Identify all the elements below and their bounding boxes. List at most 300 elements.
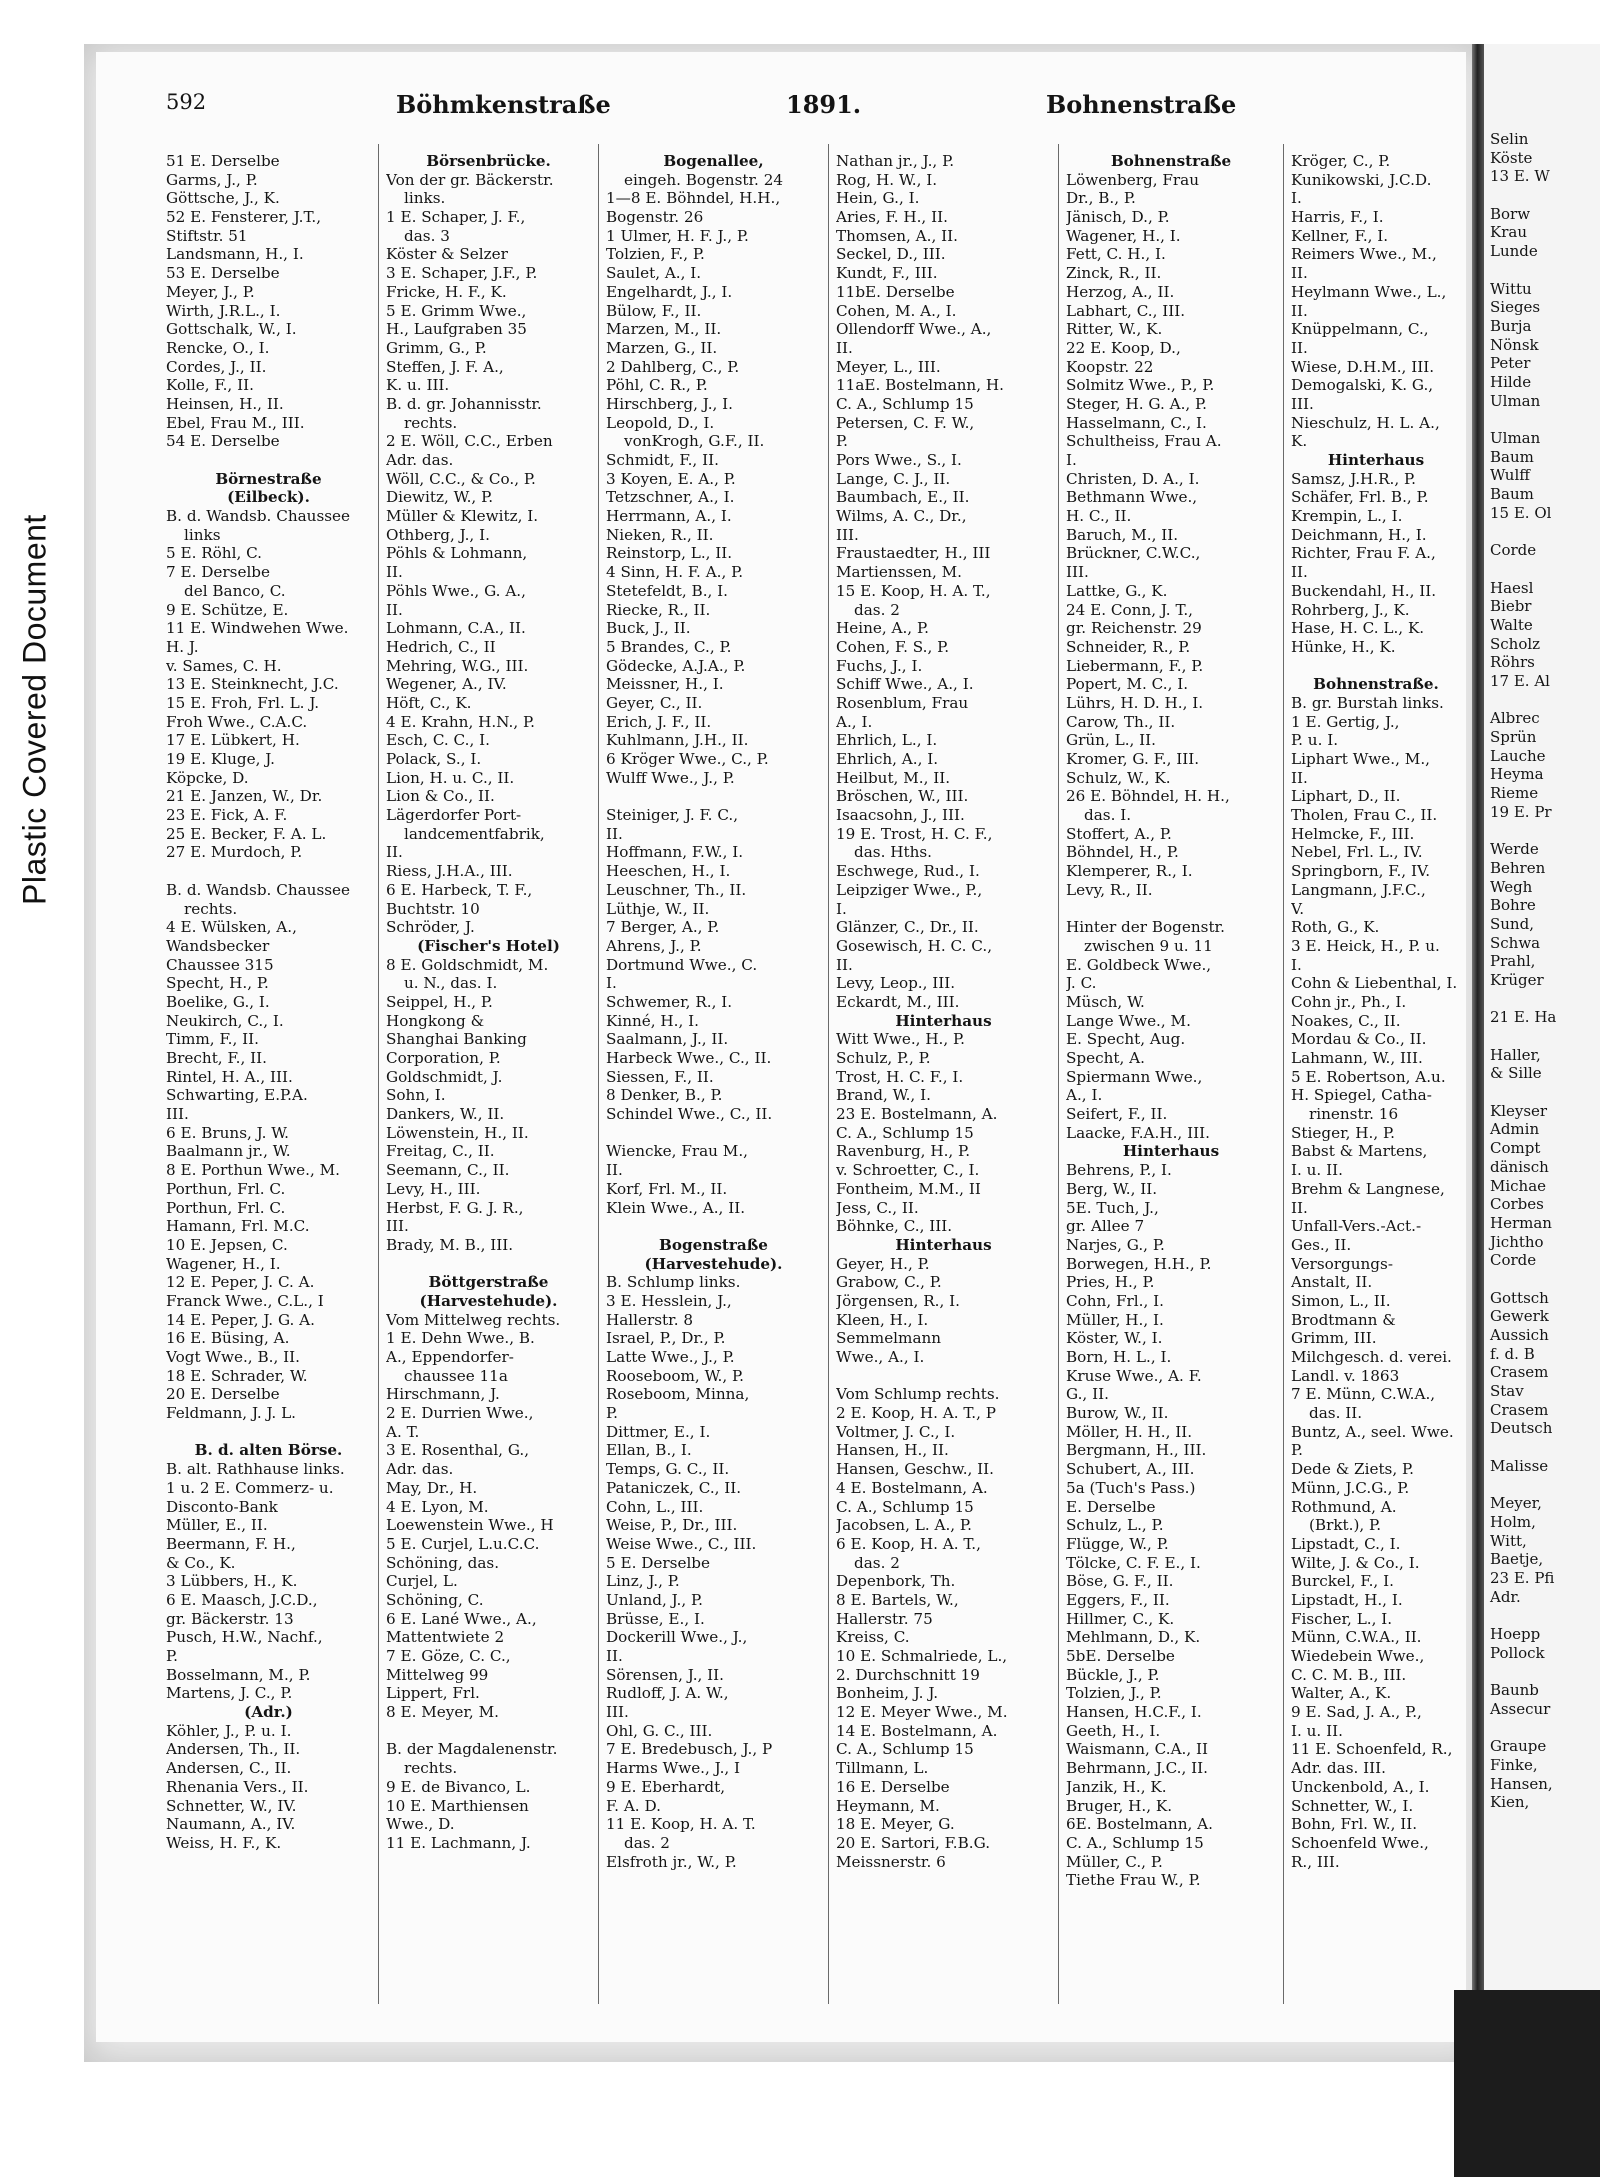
directory-entry: 25 E. Becker, F. A. L. [166, 824, 327, 843]
directory-entry: 20 E. Derselbe [166, 1385, 280, 1404]
directory-entry: rechts. [184, 899, 238, 918]
directory-entry: gr. Allee 7 [1066, 1217, 1145, 1236]
directory-entry: Hansen, Geschw., II. [836, 1460, 995, 1479]
directory-entry: Tolzien, J., P. [1066, 1684, 1162, 1703]
directory-entry: (Harvestehude). [644, 1254, 783, 1273]
directory-entry: Rothmund, A. [1291, 1497, 1397, 1516]
directory-entry: Fricke, H. F., K. [386, 282, 507, 301]
directory-entry: Burckel, F., I. [1291, 1572, 1394, 1591]
directory-entry: Ehrlich, L., I. [836, 731, 938, 750]
directory-entry: 11 E. Windwehen Wwe. [166, 619, 349, 638]
directory-entry: Boelike, G., I. [166, 992, 270, 1011]
next-page-fragment: Jichtho [1490, 1232, 1544, 1251]
next-page-fragment [1490, 1438, 1600, 1457]
directory-entry: II. [1291, 1198, 1308, 1217]
directory-entry: Ritter, W., K. [1066, 320, 1163, 339]
directory-entry: 1 E. Dehn Wwe., B. [386, 1329, 535, 1348]
directory-entry: das. 2 [854, 1553, 900, 1572]
directory-entry: Harms Wwe., J., I [606, 1759, 741, 1778]
directory-entry: 3 E. Rosenthal, G., [386, 1441, 530, 1460]
directory-entry: Lipstadt, C., I. [1291, 1534, 1401, 1553]
directory-entry: 21 E. Janzen, W., Dr. [166, 787, 323, 806]
directory-entry: Tiethe Frau W., P. [1066, 1871, 1201, 1890]
next-page-fragment: 17 E. Al [1490, 671, 1550, 690]
directory-entry: Kleen, H., I. [836, 1310, 929, 1329]
directory-entry: Ellan, B., I. [606, 1441, 692, 1460]
directory-entry: Gosewisch, H. C. C., [836, 936, 993, 955]
next-page-fragment: Meyer, [1490, 1494, 1542, 1513]
blank-line [166, 451, 371, 470]
directory-entry: II. [606, 1647, 623, 1665]
directory-entry: B. d. alten Börse. [194, 1441, 343, 1460]
directory-entry: Saulet, A., I. [606, 264, 702, 283]
directory-entry: Von der gr. Bäckerstr. [386, 170, 554, 189]
directory-entry: Brodtmann & [1291, 1310, 1396, 1329]
directory-entry: 9 E. Eberhardt, [606, 1777, 726, 1796]
next-page-fragment: Malisse [1490, 1456, 1549, 1475]
directory-entry: Petersen, C. F. W., [836, 413, 975, 432]
directory-entry: Höft, C., K. [386, 693, 472, 712]
directory-entry: Börnestraße [215, 469, 322, 488]
next-page-fragment: Sprün [1490, 728, 1537, 746]
directory-entry: del Banco, C. [184, 581, 286, 600]
directory-entry: Hein, G., I. [836, 189, 920, 208]
directory-entry: Hansen, H.C.F., I. [1066, 1703, 1202, 1722]
directory-entry: 11aE. Bostelmann, H. [836, 376, 1004, 395]
directory-entry: H. J. [166, 637, 199, 656]
directory-entry: Schulz, P., P. [836, 1049, 931, 1067]
directory-entry: Kunikowski, J.C.D. [1291, 170, 1432, 189]
directory-entry: 1 E. Schaper, J. F., [386, 208, 526, 227]
directory-entry: Wwe., A., I. [836, 1348, 925, 1366]
next-page-fragment [1490, 691, 1600, 710]
directory-entry: Marzen, G., II. [606, 338, 718, 357]
directory-entry: 3 E. Schaper, J.F., P. [386, 264, 538, 283]
directory-entry: 4 E. Krahn, H.N., P. [386, 712, 535, 731]
blank-line [606, 1124, 821, 1143]
directory-entry: 5 E. Robertson, A.u. [1291, 1067, 1446, 1086]
directory-entry: Heinsen, H., II. [166, 394, 284, 413]
next-page-fragment: Schwa [1490, 933, 1541, 952]
next-page-fragment: Haesl [1490, 578, 1534, 597]
directory-entry: II. [606, 1161, 623, 1180]
directory-entry: Wagener, H., I. [1066, 226, 1181, 245]
directory-entry: Cohn, L., III. [606, 1497, 704, 1516]
directory-entry: 27 E. Murdoch, P. [166, 843, 303, 862]
directory-entry: K. u. III. [386, 376, 450, 395]
directory-entry: Fischer, L., I. [1291, 1609, 1393, 1628]
directory-entry: 12 E. Peper, J. C. A. [166, 1273, 315, 1292]
directory-entry: Bückle, J., P. [1066, 1665, 1160, 1684]
blank-line [836, 1367, 1051, 1386]
book-gutter [1472, 44, 1484, 2062]
directory-entry: Zinck, R., II. [1066, 264, 1162, 283]
directory-entry: Wirth, J.R.L., I. [166, 301, 281, 320]
directory-entry: Tholen, Frau C., II. [1291, 806, 1438, 825]
directory-entry: Seckel, D., III. [836, 245, 946, 264]
directory-entry: Steffen, J. F. A., [386, 357, 504, 376]
directory-entry: Kinné, H., I. [606, 1011, 699, 1030]
directory-entry: Lippert, Frl. [386, 1684, 480, 1703]
directory-entry: 16 E. Büsing, A. [166, 1329, 290, 1348]
directory-entry: Heeschen, H., I. [606, 862, 731, 881]
directory-entry: II. [1291, 768, 1308, 787]
directory-entry: Müller, C., P. [1066, 1852, 1163, 1871]
directory-entry: Born, H. L., I. [1066, 1348, 1172, 1366]
directory-entry: Hinterhaus [895, 1011, 992, 1030]
next-page-fragment: & Sille [1490, 1064, 1542, 1083]
directory-entry: 52 E. Fensterer, J.T., [166, 208, 322, 227]
directory-entry: Lange, C. J., II. [836, 469, 951, 488]
directory-entry: 8 E. Meyer, M. [386, 1703, 499, 1722]
directory-entry: Andersen, Th., II. [166, 1740, 301, 1759]
directory-entry: Hasselmann, C., I. [1066, 413, 1207, 432]
directory-entry: 7 E. Derselbe [166, 563, 271, 582]
blank-line [386, 1722, 591, 1741]
directory-entry: Schwemer, R., I. [606, 992, 733, 1011]
directory-entry: Esch, C. C., I. [386, 731, 490, 750]
directory-entry: links. [404, 189, 446, 208]
directory-entry: Aries, F. H., II. [836, 208, 948, 227]
directory-entry: Baumbach, E., II. [836, 488, 970, 507]
directory-entry: 10 E. Marthiensen [386, 1796, 529, 1815]
directory-entry: Eschwege, Rud., I. [836, 862, 980, 881]
directory-entry: 6 E. Bruns, J. W. [166, 1123, 290, 1142]
directory-entry: Cohen, F. S., P. [836, 637, 950, 656]
directory-entry: Böhndel, H., P. [1066, 843, 1179, 862]
directory-entry: Schulz, W., K. [1066, 768, 1171, 787]
directory-entry: 11 E. Koop, H. A. T. [606, 1815, 756, 1834]
directory-entry: Müller & Klewitz, I. [386, 507, 539, 526]
directory-entry: Timm, F., II. [166, 1030, 259, 1049]
directory-entry: 4 Sinn, H. F. A., P. [606, 563, 744, 582]
directory-entry: R., III. [1291, 1852, 1340, 1871]
directory-entry: 10 E. Jepsen, C. [166, 1235, 288, 1254]
directory-entry: 2. Durchschnitt 19 [836, 1665, 980, 1684]
next-page-fragment: Michae [1490, 1176, 1547, 1195]
directory-entry: 5 E. Derselbe [606, 1553, 711, 1572]
next-page-fragment: Kien, [1490, 1793, 1530, 1812]
blank-line [166, 1423, 371, 1442]
directory-entry: Neukirch, C., I. [166, 1011, 284, 1030]
directory-entry: Ges., II. [1291, 1235, 1352, 1254]
directory-entry: H., Laufgraben 35 [386, 320, 527, 339]
next-page-fragment: Corde [1490, 541, 1537, 560]
directory-entry: Feldmann, J. J. L. [166, 1404, 296, 1423]
directory-entry: Löwenberg, Frau [1066, 170, 1199, 189]
directory-entry: Sörensen, J., II. [606, 1665, 725, 1684]
directory-entry: Popert, M. C., I. [1066, 675, 1189, 694]
directory-entry: Hinterhaus [1327, 451, 1425, 469]
directory-entry: H. C., II. [1066, 507, 1132, 526]
directory-entry: Böse, G. F., II. [1066, 1572, 1174, 1591]
directory-entry: G., II. [1066, 1385, 1109, 1404]
directory-entry: Vom Mittelweg rechts. [386, 1310, 561, 1329]
directory-entry: Helmcke, F., III. [1291, 824, 1415, 843]
directory-entry: Wiedebein Wwe., [1291, 1647, 1425, 1665]
directory-entry: Liphart Wwe., M., [1291, 750, 1430, 768]
directory-entry: Köhler, J., P. u. I. [166, 1721, 292, 1740]
directory-entry: Roseboom, Minna, [606, 1385, 750, 1404]
directory-entry: Hamann, Frl. M.C. [166, 1217, 310, 1236]
directory-entry: Adr. das. III. [1291, 1759, 1386, 1778]
directory-entry: 7 E. Bredebusch, J., P [606, 1740, 773, 1759]
directory-entry: Rintel, H. A., III. [166, 1067, 293, 1086]
directory-entry: Kellner, F., I. [1291, 226, 1389, 245]
directory-entry: 23 E. Bostelmann, A. [836, 1105, 998, 1124]
directory-entry: das. Hths. [854, 843, 932, 862]
directory-entry: E. Goldbeck Wwe., [1066, 955, 1212, 974]
directory-entry: 4 E. Wülsken, A., [166, 918, 297, 937]
directory-entry: Dankers, W., II. [386, 1105, 505, 1124]
directory-entry: 1 E. Gertig, J., [1291, 712, 1400, 731]
directory-entry: Schultheiss, Frau A. [1066, 432, 1222, 451]
directory-entry: Rog, H. W., I. [836, 170, 938, 189]
directory-entry: Müller, H., I. [1066, 1310, 1164, 1329]
directory-entry: I. [1291, 189, 1302, 208]
directory-entry: Erich, J. F., II. [606, 712, 712, 731]
directory-entry: Dockerill Wwe., J., [606, 1628, 748, 1647]
next-page-fragment [1490, 1476, 1600, 1495]
directory-entry: Wwe., D. [386, 1815, 455, 1834]
directory-entry: Heilbut, M., II. [836, 768, 951, 787]
directory-entry: Landl. v. 1863 [1291, 1366, 1400, 1385]
directory-entry: Lion, H. u. C., II. [386, 768, 515, 787]
directory-entry: B. Schlump links. [606, 1273, 741, 1292]
directory-entry: (Eilbeck). [227, 488, 310, 507]
header-street-right: Bohnenstraße [1046, 90, 1237, 119]
directory-entry: Hillmer, C., K. [1066, 1609, 1175, 1628]
directory-entry: Wilms, A. C., Dr., [836, 507, 967, 526]
directory-entry: Behrmann, J.C., II. [1066, 1759, 1208, 1778]
directory-entry: 6E. Bostelmann, A. [1066, 1815, 1213, 1834]
directory-entry: B. d. Wandsb. Chaussee [166, 507, 351, 526]
directory-entry: Bergmann, H., III. [1066, 1441, 1207, 1460]
directory-entry: Glänzer, C., Dr., II. [836, 918, 979, 937]
directory-entry: Baruch, M., II. [1066, 525, 1179, 544]
directory-entry: Schröder, J. [386, 918, 475, 937]
directory-entry: Bonheim, J. J. [836, 1684, 939, 1703]
directory-entry: Vom Schlump rechts. [836, 1385, 1000, 1404]
scanned-page [84, 44, 1557, 2062]
directory-entry: Riess, J.H.A., III. [386, 862, 513, 881]
directory-entry: 11 E. Lachmann, J. [386, 1833, 531, 1852]
directory-entry: Borwegen, H.H., P. [1066, 1254, 1212, 1273]
directory-entry: Israel, P., Dr., P. [606, 1329, 726, 1348]
directory-entry: Laacke, F.A.H., III. [1066, 1123, 1210, 1142]
directory-entry: Porthun, Frl. C. [166, 1179, 286, 1198]
directory-entry: Noakes, C., II. [1291, 1011, 1401, 1030]
column-2 [386, 152, 591, 2012]
directory-entry: Meissnerstr. 6 [836, 1852, 946, 1871]
next-page-fragment: Krüger [1490, 970, 1544, 989]
directory-entry: Seifert, F., II. [1066, 1105, 1168, 1124]
directory-entry: u. N., das. I. [404, 974, 498, 993]
directory-entry: Dede & Ziets, P. [1291, 1460, 1414, 1479]
directory-entry: zwischen 9 u. 11 [1084, 936, 1213, 955]
directory-entry: Mordau & Co., II. [1291, 1030, 1427, 1049]
directory-entry: 7 E. Göze, C. C., [386, 1647, 511, 1665]
directory-entry: Fuchs, J., I. [836, 656, 923, 675]
blank-line [1066, 900, 1276, 919]
next-page-fragment: Witt, [1490, 1531, 1527, 1550]
directory-entry: 8 E. Bartels, W., [836, 1590, 959, 1609]
directory-entry: Jacobsen, L. A., P. [836, 1516, 972, 1535]
directory-entry: Seippel, H., P. [386, 992, 493, 1011]
directory-entry: Kolle, F., II. [166, 376, 254, 395]
directory-entry: 8 Denker, B., P. [606, 1086, 723, 1105]
directory-entry: Levy, R., II. [1066, 880, 1153, 899]
directory-entry: Kromer, G. F., III. [1066, 750, 1200, 768]
directory-entry: Labhart, C., III. [1066, 301, 1186, 320]
directory-entry: Spiermann Wwe., [1066, 1067, 1203, 1086]
directory-entry: B. der Magdalenenstr. [386, 1740, 558, 1759]
directory-entry: Adr. das. [386, 1460, 454, 1479]
directory-entry: Böhnke, C., III. [836, 1217, 953, 1236]
directory-entry: Springborn, F., IV. [1291, 862, 1431, 881]
directory-entry: Cohn, Frl., I. [1066, 1291, 1164, 1310]
directory-entry: 3 E. Hesslein, J., [606, 1291, 732, 1310]
directory-entry: Herrmann, A., I. [606, 507, 732, 526]
directory-entry: Herbst, F. G. J. R., [386, 1198, 524, 1217]
directory-entry: 15 E. Froh, Frl. L. J. [166, 693, 320, 712]
next-page-fragment [1490, 1662, 1600, 1681]
directory-entry: Buntz, A., seel. Wwe. [1291, 1422, 1454, 1441]
directory-entry: 6 E. Lané Wwe., A., [386, 1609, 537, 1628]
directory-entry: Böttgerstraße [428, 1273, 549, 1292]
directory-entry: III. [1291, 394, 1314, 413]
directory-entry: B. d. gr. Johannisstr. [386, 394, 542, 413]
directory-entry: Hirschberg, J., I. [606, 394, 734, 413]
directory-entry: Franck Wwe., C.L., I [166, 1291, 324, 1310]
directory-entry: Schindel Wwe., C., II. [606, 1105, 773, 1124]
directory-entry: Schoenfeld Wwe., [1291, 1833, 1429, 1852]
directory-entry: Hinterhaus [1122, 1142, 1220, 1161]
column-3 [606, 152, 821, 2012]
next-page-fragment: Stav [1490, 1382, 1524, 1401]
directory-entry: (Brkt.), P. [1309, 1516, 1382, 1535]
column-separator [828, 144, 829, 2004]
directory-entry: 2 E. Durrien Wwe., [386, 1404, 534, 1423]
directory-entry: 18 E. Schrader, W. [166, 1366, 308, 1385]
directory-entry: Marzen, M., II. [606, 320, 722, 339]
directory-entry: Mehlmann, D., K. [1066, 1628, 1201, 1647]
directory-entry: C. A., Schlump 15 [836, 394, 974, 413]
next-page-column [1490, 130, 1600, 1812]
directory-entry: Langmann, J.F.C., [1291, 880, 1426, 899]
next-page-fragment [1490, 1606, 1600, 1625]
directory-entry: Polack, S., I. [386, 750, 482, 768]
directory-entry: Rohrberg, J., K. [1291, 600, 1410, 619]
directory-entry: A., Eppendorfer- [386, 1348, 514, 1366]
next-page-fragment [1490, 522, 1600, 541]
directory-entry: 9 E. Schütze, E. [166, 600, 289, 619]
blank-line [166, 862, 371, 881]
directory-entry: Babst & Martens, [1291, 1142, 1428, 1161]
side-label: Plastic Covered Document [16, 514, 53, 906]
next-page-fragment: Selin [1490, 130, 1529, 148]
next-page-fragment: 19 E. Pr [1490, 802, 1552, 821]
directory-entry: Brückner, C.W.C., [1066, 544, 1201, 563]
directory-entry: Hinterhaus [895, 1235, 992, 1254]
directory-entry: 9 E. Sad, J. A., P., [1291, 1703, 1422, 1722]
directory-entry: Brand, W., I. [836, 1086, 931, 1105]
directory-entry: J. C. [1066, 974, 1097, 993]
directory-entry: Unfall-Vers.-Act.- [1291, 1217, 1422, 1236]
directory-entry: Isaacsohn, J., III. [836, 806, 965, 825]
directory-entry: 1—8 E. Böhndel, H.H., [606, 189, 781, 208]
next-page-fragment: Kleyser [1490, 1101, 1548, 1120]
next-page-fragment: Lunde [1490, 242, 1538, 261]
directory-entry: Wandsbecker [166, 936, 270, 955]
next-page-fragment: Admin [1490, 1120, 1540, 1139]
next-page-fragment: Finke, [1490, 1755, 1538, 1774]
directory-entry: Brüsse, E., I. [606, 1609, 705, 1628]
directory-entry: Tolzien, F., P. [606, 245, 705, 264]
directory-entry: Buckendahl, H., II. [1291, 581, 1437, 600]
directory-entry: A. T. [386, 1422, 420, 1441]
directory-entry: Chaussee 315 [166, 955, 274, 974]
next-page-fragment: Burja [1490, 316, 1532, 335]
directory-entry: Pries, H., P. [1066, 1273, 1155, 1292]
directory-entry: 8 E. Goldschmidt, M. [386, 955, 549, 974]
directory-entry: 19 E. Kluge, J. [166, 750, 275, 768]
directory-entry: v. Schroetter, C., I. [836, 1161, 980, 1180]
directory-entry: Rhenania Vers., II. [166, 1777, 309, 1796]
next-page-fragment: Pollock [1490, 1643, 1545, 1662]
directory-entry: Harbeck Wwe., C., II. [606, 1049, 772, 1067]
directory-entry: Flügge, W., P. [1066, 1534, 1169, 1553]
directory-entry: Narjes, G., P. [1066, 1235, 1165, 1254]
directory-entry: II. [836, 338, 853, 357]
directory-entry: Pöhl, C. R., P. [606, 376, 708, 395]
directory-entry: Cordes, J., II. [166, 357, 267, 376]
next-page-fragment [1490, 1718, 1600, 1737]
next-page-fragment: Heyma [1490, 765, 1544, 784]
directory-entry: C. A., Schlump 15 [836, 1123, 974, 1142]
directory-entry: 9 E. de Bivanco, L. [386, 1777, 531, 1796]
directory-entry: Milchgesch. d. verei. [1291, 1348, 1452, 1366]
directory-entry: das. 3 [404, 226, 450, 245]
directory-entry: Bosselmann, M., P. [166, 1665, 311, 1684]
directory-entry: I. [836, 899, 847, 918]
directory-entry: Buchtstr. 10 [386, 899, 480, 918]
header-street-left: Böhmkenstraße [396, 90, 611, 119]
directory-entry: Ravenburg, H., P. [836, 1142, 971, 1161]
next-page-fragment: f. d. B [1490, 1344, 1535, 1363]
directory-entry: Samsz, J.H.R., P. [1291, 469, 1417, 488]
directory-entry: Linz, J., P. [606, 1572, 680, 1591]
directory-entry: B. alt. Rathhause links. [166, 1460, 345, 1479]
directory-entry: Bruger, H., K. [1066, 1796, 1173, 1815]
directory-entry: 4 E. Lyon, M. [386, 1497, 489, 1516]
directory-entry: Weiss, H. F., K. [166, 1833, 282, 1852]
directory-entry: F. A. D. [606, 1796, 661, 1815]
directory-entry: Harris, F., I. [1291, 208, 1384, 227]
directory-entry: 14 E. Bostelmann, A. [836, 1721, 998, 1740]
directory-entry: 51 E. Derselbe [166, 152, 280, 170]
directory-entry: Garms, J., P. [166, 170, 258, 189]
next-page-fragment: Baetje, [1490, 1550, 1544, 1569]
directory-entry: P. [606, 1404, 618, 1423]
directory-entry: rechts. [404, 413, 458, 432]
directory-entry: Bröschen, W., III. [836, 787, 969, 806]
directory-entry: links [184, 525, 221, 544]
directory-entry: Meyer, J., P. [166, 282, 255, 301]
directory-entry: das. I. [1084, 806, 1132, 825]
directory-entry: Heine, A., P. [836, 619, 929, 638]
directory-page [96, 52, 1466, 2042]
